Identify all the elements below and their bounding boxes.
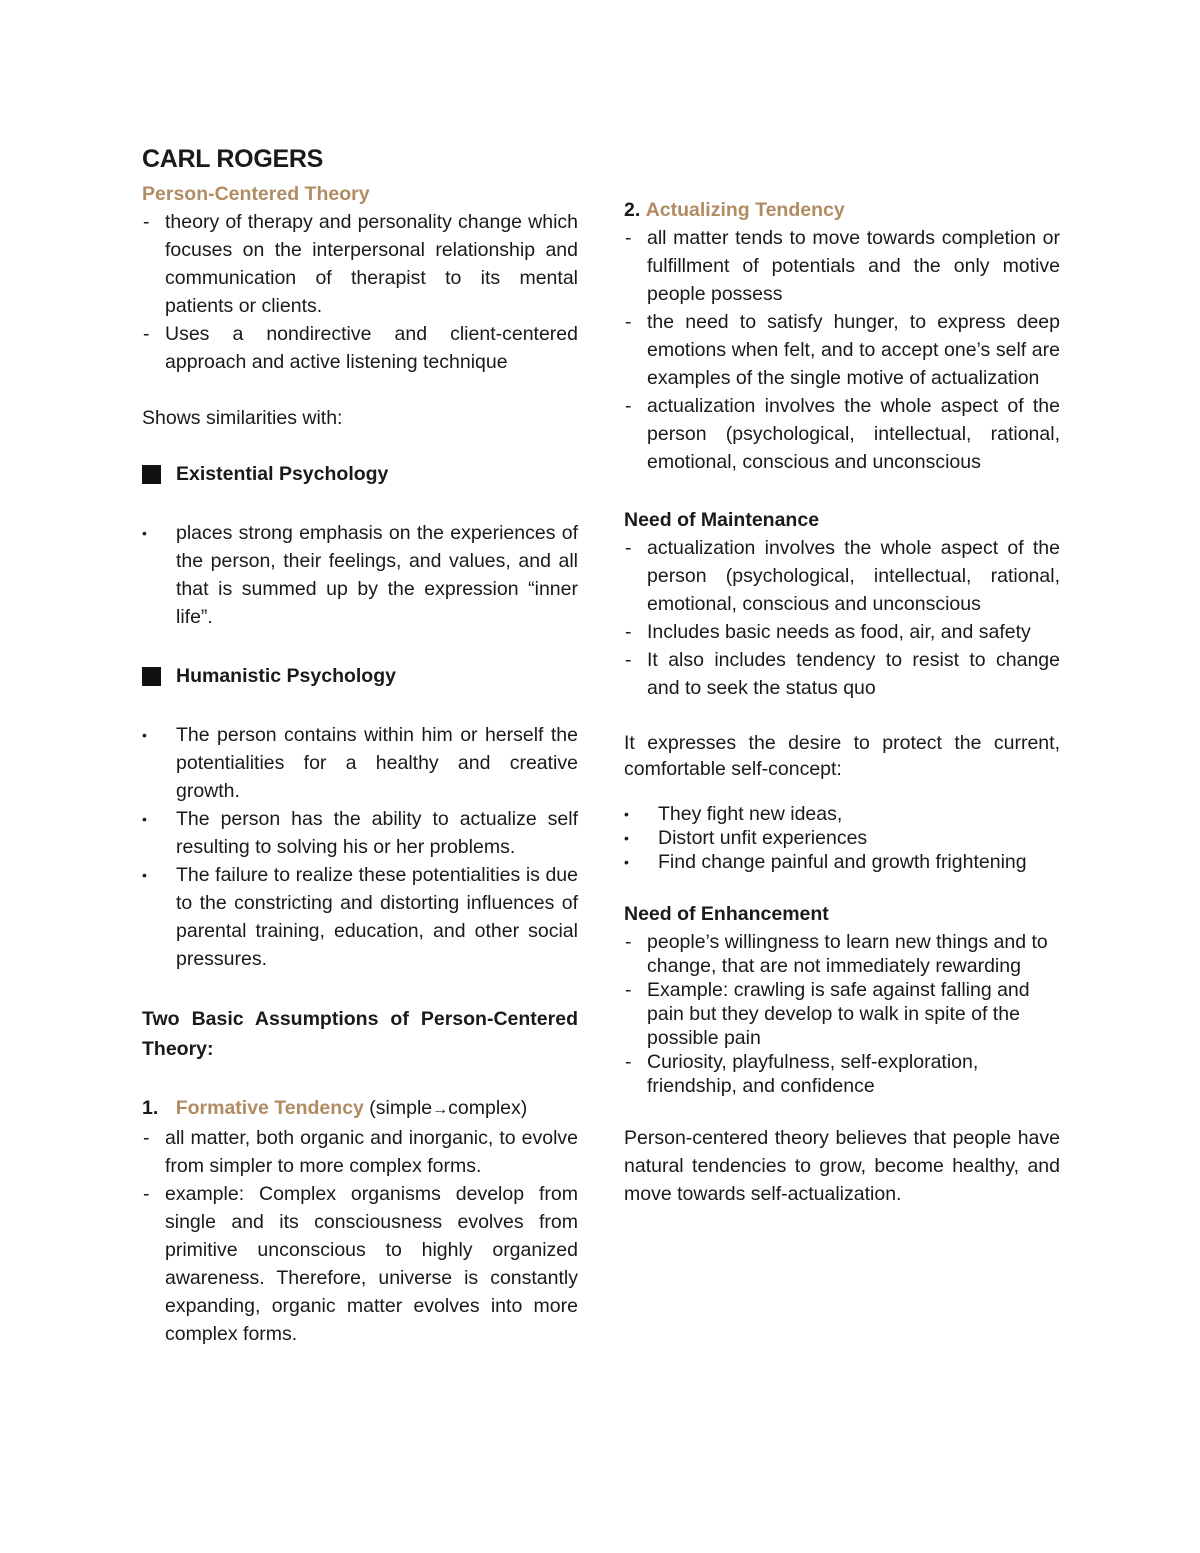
humanistic-heading-label: Humanistic Psychology <box>176 665 396 687</box>
list-item: • The person has the ability to actualize self resulting to solving his or her problems. <box>142 805 578 861</box>
humanistic-points <box>142 721 578 973</box>
theory-points <box>142 208 578 376</box>
theory-heading: Person-Centered Theory <box>142 183 370 205</box>
actualizing-number: 2. <box>624 199 641 221</box>
list-item: - all matter tends to move towards completion or fulfillment of potentials and the only motive people possess <box>624 224 1060 308</box>
maintenance-heading: Need of Maintenance <box>624 509 820 531</box>
formative-title: Formative Tendency <box>175 1097 364 1119</box>
list-item: • The person contains within him or herself the potentialities for a healthy and creative growth. <box>142 721 578 805</box>
list-item: • Distort unfit experiences <box>624 826 1060 850</box>
list-item: - all matter, both organic and inorganic, to evolve from simpler to more complex forms. <box>142 1124 578 1180</box>
list-item: - Curiosity, playfulness, self-exploration, friendship, and confidence <box>624 1050 1060 1098</box>
formative-number: 1. <box>142 1097 159 1119</box>
formative-note-close: complex) <box>448 1097 528 1119</box>
existential-heading-label: Existential Psychology <box>176 463 389 485</box>
list-item: • The failure to realize these potentialities is due to the constricting and distorting influences of parental training, education, and other social pressures. <box>142 861 578 973</box>
existential-points <box>142 519 578 631</box>
similarities-intro: Shows similarities with: <box>142 407 343 429</box>
actualizing-heading <box>624 196 1060 224</box>
list-item: • places strong emphasis on the experiences of the person, their feelings, and values, and all that is summed up by the expression “inner life”. <box>142 519 578 631</box>
square-bullet-icon <box>142 667 161 686</box>
list-item: - actualization involves the whole aspect of the person (psychological, intellectual, rational, emotional, conscious and unconscious <box>624 392 1060 476</box>
formative-heading <box>142 1094 578 1124</box>
enhancement-points <box>624 930 1060 1098</box>
list-item: - theory of therapy and personality change which focuses on the interpersonal relationship and communication of therapist to its mental patients or clients. <box>142 208 578 320</box>
maintenance-examples <box>624 802 1060 874</box>
actualizing-points <box>624 224 1060 476</box>
formative-points <box>142 1124 578 1348</box>
right-column <box>624 196 1060 1208</box>
list-item: • They fight new ideas, <box>624 802 1060 826</box>
list-item: - It also includes tendency to resist to change and to seek the status quo <box>624 646 1060 702</box>
list-item: - Example: crawling is safe against falling and pain but they develop to walk in spite of the possible pain <box>624 978 1060 1050</box>
page-title: CARL ROGERS <box>142 145 323 173</box>
list-item: - the need to satisfy hunger, to express deep emotions when felt, and to accept one’s self are examples of the single motive of actualization <box>624 308 1060 392</box>
conclusion: Person-centered theory believes that people have natural tendencies to grow, become healthy, and move towards self-actualization. <box>624 1127 1060 1205</box>
left-column <box>142 142 578 1348</box>
square-bullet-icon <box>142 465 161 484</box>
right-arrow-icon: → <box>432 1101 449 1118</box>
maintenance-points <box>624 534 1060 702</box>
enhancement-heading: Need of Enhancement <box>624 903 829 925</box>
list-item: - actualization involves the whole aspect of the person (psychological, intellectual, rational, emotional, conscious and unconscious <box>624 534 1060 618</box>
formative-note-open: (simple <box>363 1097 433 1119</box>
assumptions-heading: Two Basic Assumptions of Person-Centered Theory: <box>142 1008 578 1060</box>
existential-heading <box>142 460 578 488</box>
humanistic-heading <box>142 662 578 690</box>
list-item: - example: Complex organisms develop from single and its consciousness evolves from primitive unconscious to highly organized awareness. Therefore, universe is constantly expanding, organic matter evolves into more complex forms. <box>142 1180 578 1348</box>
list-item: - Uses a nondirective and client-centered approach and active listening technique <box>142 320 578 376</box>
list-item: - Includes basic needs as food, air, and safety <box>624 618 1060 646</box>
list-item: - people’s willingness to learn new things and to change, that are not immediately rewarding <box>624 930 1060 978</box>
list-item: • Find change painful and growth frightening <box>624 850 1060 874</box>
actualizing-title: Actualizing Tendency <box>645 199 845 221</box>
maintenance-expresses: It expresses the desire to protect the current, comfortable self-concept: <box>624 732 1060 780</box>
